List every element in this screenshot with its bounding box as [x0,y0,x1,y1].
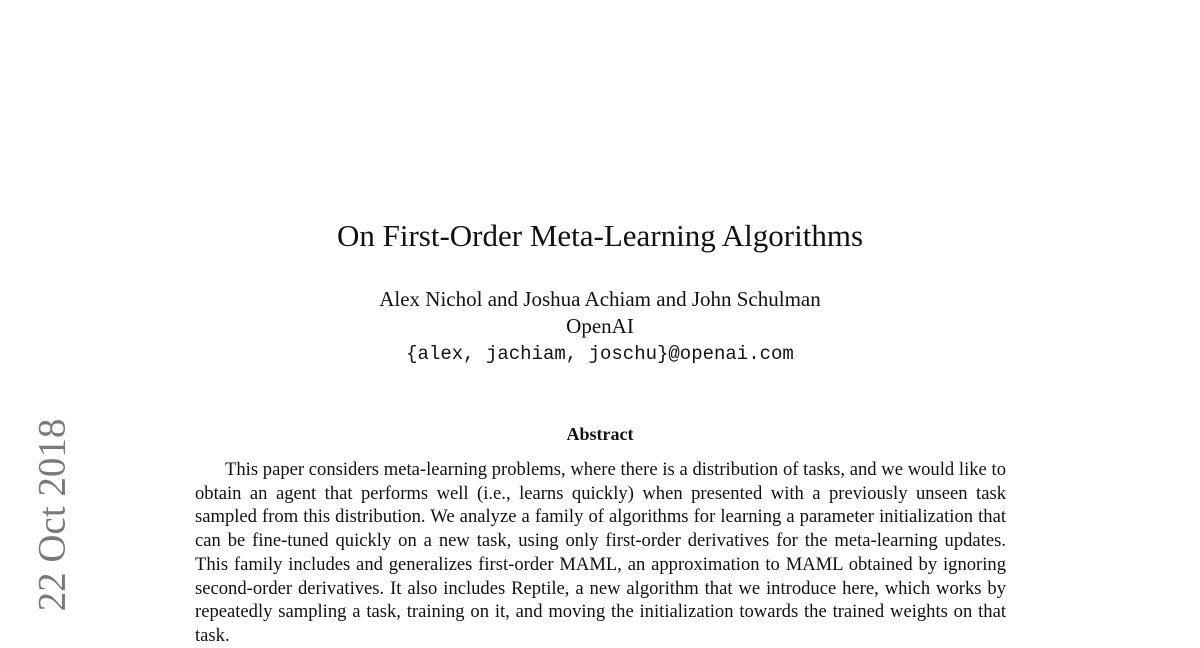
abstract-heading: Abstract [566,424,634,444]
arxiv-date-stamp: 22 Oct 2018 [30,418,74,612]
author-emails: {alex, jachiam, joschu}@openai.com [406,343,794,365]
authors: Alex Nichol and Joshua Achiam and John Schulman [379,287,821,311]
abstract-body: This paper considers meta-learning problems, where there is a distribution of tasks, and we would like to obtain an agent that performs well (i.e., learns quickly) when presented with a previously unseen task sampled from this distribution. We analyze a family of algorithms for learning a parameter initialization that can be fine-tuned quickly on a new task, using only first-order derivatives for the meta-learning updates. This family includes and generalizes first-order MAML, an approximation to MAML obtained by ignoring second-order derivatives. It also includes Reptile, a new algorithm that we introduce here, which works by repeatedly sampling a task, training on it, and moving the initialization towards the trained weights on that task. [195,459,1006,646]
paper-title: On First-Order Meta-Learning Algorithms [336,218,864,253]
affiliation: OpenAI [566,314,634,338]
